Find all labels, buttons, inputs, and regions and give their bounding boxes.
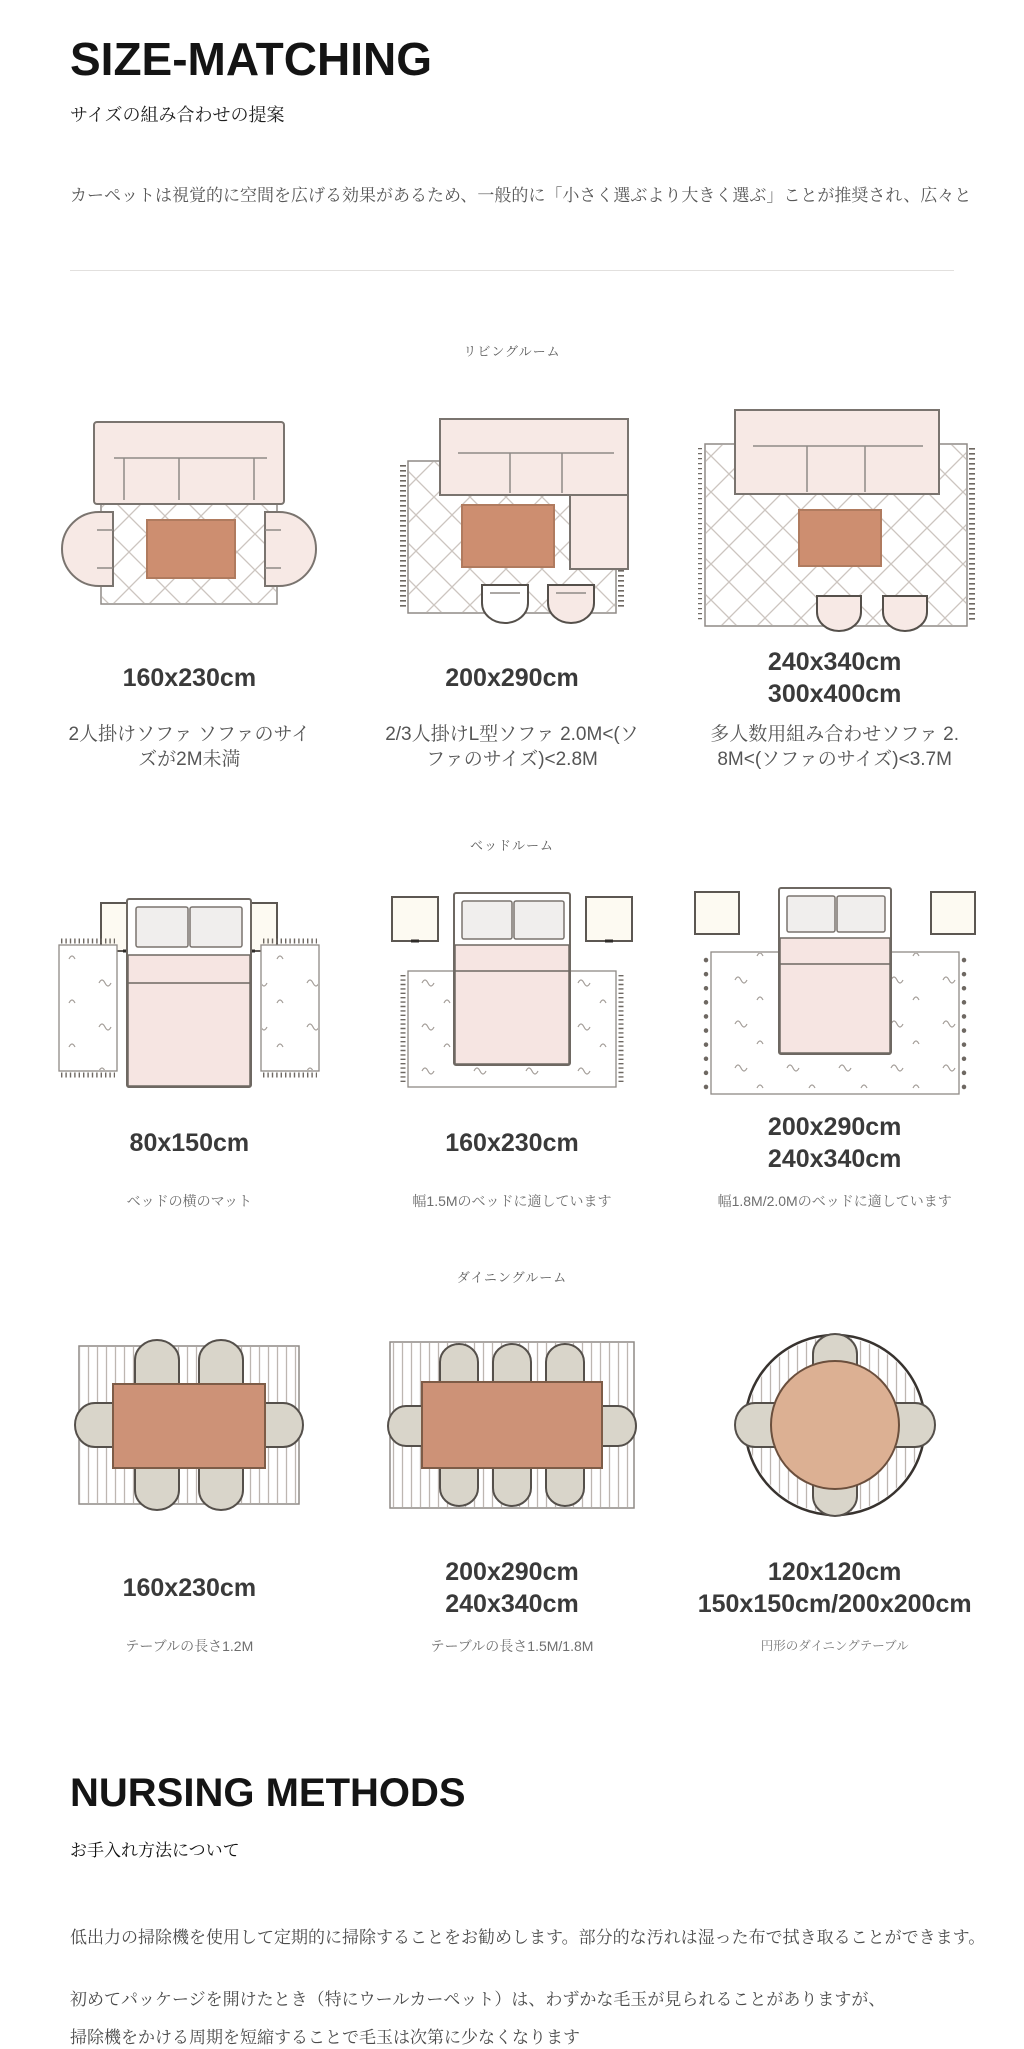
bedroom-sizes-row (0, 1111, 1024, 1175)
living-room-illustrations-row (0, 402, 1024, 630)
size-label: 160x230cm (122, 663, 257, 692)
living-room-descriptions-row (0, 722, 1024, 773)
size-description: 円形のダイニングテーブル (760, 1638, 909, 1653)
size-label: 80x150cm (129, 1128, 250, 1157)
living-room-sizes-row (0, 646, 1024, 710)
dining-rug-160x230-illustration (39, 1310, 339, 1540)
care-paragraph: 掃除機をかける周期を短縮することで毛玉は次第に少なくなります (70, 2028, 580, 2048)
size-description: 幅1.8M/2.0Mのベッドに適しています (717, 1192, 952, 1209)
bedroom-side-mats-illustration (39, 883, 339, 1098)
illustration-cell (673, 402, 996, 640)
living-rug-240x340-illustration (675, 402, 995, 640)
content-divider (70, 270, 954, 271)
intro-text: カーペットは視覚的に空間を広げる効果があるため、一般的に「小さく選ぶより大きく選ぶ」ことが推奨され、広々と (70, 185, 972, 205)
size-label: 160x230cm (445, 1128, 579, 1157)
nursing-subtitle: お手入れ方法について (70, 1840, 240, 1860)
section-label-living-room: リビングルーム (463, 343, 561, 359)
bedroom-illustrations-row (0, 880, 1024, 1095)
illustration-cell (351, 880, 674, 1102)
living-rug-160x230-illustration (39, 408, 339, 633)
care-paragraph: 低出力の掃除機を使用して定期的に掃除することをお勧めします。部分的な汚れは湿った布で拭き取ることができます。 (70, 1927, 986, 1947)
size-description: テーブルの長さ1.5M/1.8M (430, 1637, 594, 1654)
bedroom-descriptions-row (0, 1191, 1024, 1211)
size-label: 200x290cm 240x340cm (767, 1112, 902, 1173)
size-description: 2/3人掛けL型ソファ 2.0M<(ソファのサイズ)<2.8M (385, 723, 639, 771)
page-title: SIZE-MATCHING (70, 33, 433, 85)
bedroom-rug-200x290-illustration (675, 880, 995, 1102)
size-matching-header (0, 0, 1024, 127)
illustration-cell (673, 880, 996, 1102)
illustration-cell (351, 1310, 674, 1540)
size-description: 幅1.5Mのベッドに適しています (412, 1192, 612, 1209)
dining-room-illustrations-row (0, 1310, 1024, 1540)
nursing-title: NURSING METHODS (70, 1770, 466, 1815)
page-subtitle: サイズの組み合わせの提案 (70, 104, 285, 125)
size-label: 160x230cm (122, 1573, 257, 1602)
illustration-cell (28, 402, 351, 640)
size-description: テーブルの長さ1.2M (125, 1637, 254, 1654)
size-label: 200x290cm (445, 663, 579, 692)
dining-rug-200x290-illustration (362, 1310, 662, 1540)
illustration-cell (351, 402, 674, 640)
illustration-cell (673, 1310, 996, 1540)
dining-room-sizes-row (0, 1556, 1024, 1620)
care-paragraph: 初めてパッケージを開けたとき（特にウールカーペット）は、わずかな毛玉が見られることがありますが、 (70, 1989, 886, 2009)
size-label: 200x290cm 240x340cm (445, 1557, 579, 1618)
bedroom-rug-160x230-illustration (362, 883, 662, 1098)
section-label-dining-room: ダイニングルーム (456, 1269, 568, 1285)
section-label-bedroom: ベッドルーム (469, 837, 554, 853)
size-description: ベッドの横のマット (126, 1192, 253, 1209)
dining-room-descriptions-row (0, 1636, 1024, 1656)
size-label: 240x340cm 300x400cm (767, 647, 902, 708)
living-rug-200x290-illustration (362, 407, 662, 635)
size-label: 120x120cm 150x150cm/200x200cm (697, 1557, 972, 1618)
nursing-methods-header (0, 1772, 1024, 1861)
illustration-cell (28, 1310, 351, 1540)
dining-round-rug-illustration (685, 1310, 985, 1540)
size-description: 2人掛けソファ ソファのサイズが2M未満 (68, 723, 311, 771)
illustration-cell (28, 880, 351, 1102)
size-description: 多人数用組み合わせソファ 2.8M<(ソファのサイズ)<3.7M (710, 723, 960, 771)
